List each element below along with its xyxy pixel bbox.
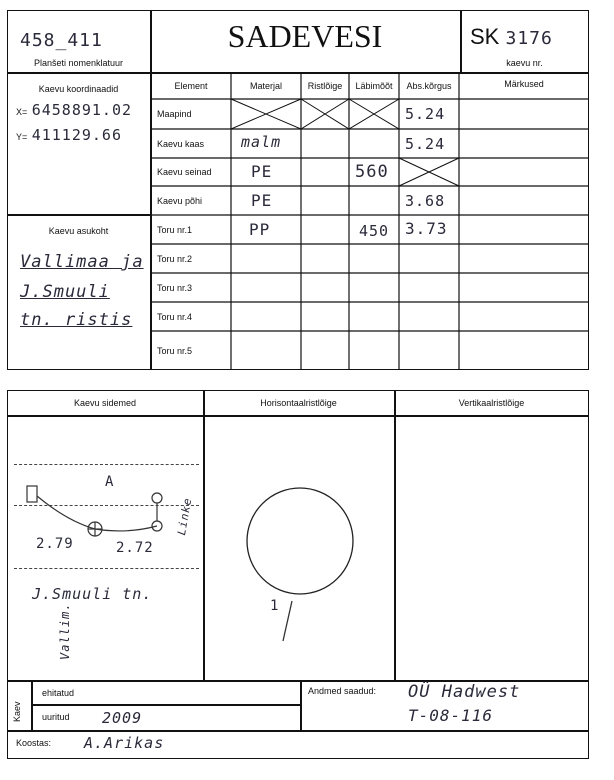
col-header-element: Element: [174, 81, 208, 91]
col-header-markused: Märkused: [504, 79, 544, 89]
row-abs: 3.68: [405, 192, 446, 210]
well-number-prefix: SK: [470, 24, 500, 49]
drain-box: [27, 486, 37, 502]
row-element: Toru nr.4: [157, 311, 193, 322]
well-circle: [247, 488, 353, 594]
location-line-2: J.Smuuli: [20, 282, 110, 302]
row-abs: 3.73: [405, 219, 448, 238]
col-header-materjal: Materjal: [249, 81, 282, 91]
connection-node: [152, 493, 162, 503]
sketch-distance-2: 2.72: [116, 540, 154, 556]
nomenclature-value: 458_411: [20, 30, 103, 51]
row-element: Kaevu seinad: [157, 167, 212, 177]
col-header-abs: Abs.kõrgus: [406, 81, 452, 91]
nomenclature-label: Planšeti nomenklatuur: [33, 58, 124, 68]
data-from-value-2: T-08-116: [408, 706, 494, 725]
data-from-value-1: OÜ Hadwest: [408, 682, 521, 702]
coordinate-y-value: 411129.66: [31, 126, 122, 144]
section-header-horizontal: Horisontaalristlõige: [260, 398, 337, 408]
coordinate-x: X= 6458891.02: [16, 101, 133, 119]
row-materjal: PP: [249, 220, 271, 239]
row-materjal: PE: [251, 162, 273, 181]
cross-section-mark: 1: [270, 598, 280, 614]
sketch-street-3: Linke: [175, 496, 195, 537]
horizontal-section-drawing: [203, 416, 394, 680]
composed-label: Koostas:: [16, 738, 52, 748]
built-label: ehitatud: [42, 688, 75, 698]
well-number: [470, 24, 553, 50]
well-table: [151, 73, 589, 370]
row-abs: 5.24: [405, 105, 446, 123]
coordinates-label: Kaevu koordinaadid: [38, 84, 119, 94]
col-header-ristloige: Ristlõige: [307, 81, 343, 91]
side-label: Kaev: [12, 701, 22, 722]
sketch-street-1: J.Smuuli tn.: [32, 585, 153, 603]
composed-value: A.Arikas: [84, 734, 165, 752]
location-line-1: Vallimaa ja: [20, 252, 144, 272]
row-element: Toru nr.2: [157, 253, 193, 264]
sketch-street-2: Vallim.: [58, 602, 72, 660]
row-element: Maapind: [157, 109, 192, 119]
sketch-label-a: A: [105, 474, 115, 490]
row-element: Toru nr.1: [157, 224, 193, 235]
coordinate-x-value: 6458891.02: [31, 101, 133, 119]
row-element: Toru nr.3: [157, 282, 193, 293]
section-header-connections: Kaevu sidemed: [73, 398, 137, 408]
coordinate-y: Y= 411129.66: [16, 126, 122, 144]
col-header-labimoot: Läbimõõt: [355, 81, 393, 91]
well-number-value: 3176: [505, 28, 553, 49]
location-line-3: tn. ristis: [20, 310, 133, 330]
row-element: Kaevu kaas: [157, 138, 205, 149]
data-from-label: Andmed saadud:: [308, 686, 377, 696]
row-labimoot: 450: [359, 222, 390, 240]
row-element: Toru nr.5: [157, 345, 193, 356]
surveyed-label: uuritud: [42, 712, 70, 722]
page-title: SADEVESI: [227, 18, 383, 54]
surveyed-value: 2009: [102, 709, 143, 727]
well-number-label: kaevu nr.: [506, 58, 543, 68]
sketch-distance-1: 2.79: [36, 536, 74, 552]
pipe-line: [37, 496, 157, 531]
section-line: [283, 601, 292, 641]
row-materjal: PE: [251, 191, 273, 210]
row-abs: 5.24: [405, 135, 446, 153]
section-header-vertical: Vertikaalristlõige: [458, 398, 525, 408]
row-element: Kaevu põhi: [157, 195, 203, 206]
location-label: Kaevu asukoht: [48, 226, 109, 236]
row-materjal: malm: [241, 133, 282, 151]
row-labimoot: 560: [355, 162, 389, 182]
